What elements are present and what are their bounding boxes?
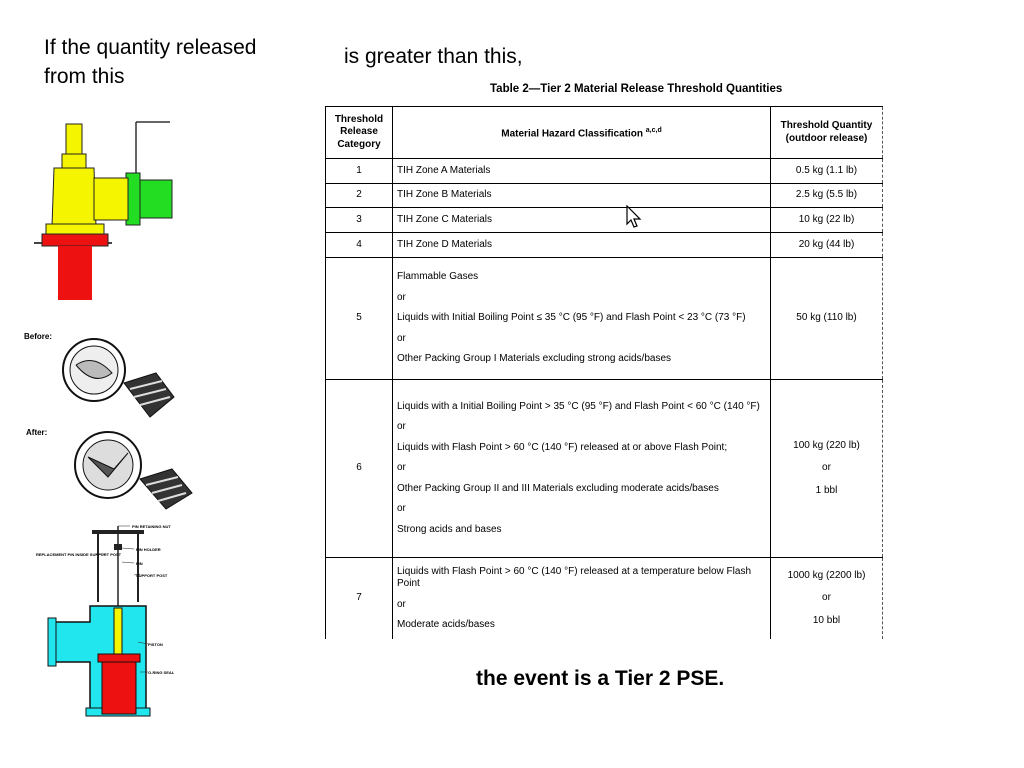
- quantity-line: 10 kg (22 lb): [798, 213, 855, 225]
- material-line: or: [397, 598, 406, 610]
- cell-category: 5: [326, 258, 393, 379]
- callout-replacement-pin: REPLACEMENT PIN INSIDE SUPPORT POST: [36, 552, 122, 557]
- material-line: Other Packing Group I Materials excluding strong acids/bases: [397, 353, 672, 365]
- table-row: [326, 208, 883, 233]
- cell-material: [393, 379, 771, 558]
- material-line: Liquids with Flash Point > 60 °C (140 °F) released at a temperature below Flash Point: [397, 565, 752, 590]
- before-label: Before:: [24, 332, 53, 341]
- callout-pin-retaining-nut: PIN RETAINING NUT: [132, 524, 171, 529]
- material-line: or: [397, 503, 406, 515]
- quantity-line: 0.5 kg (1.1 lb): [795, 164, 858, 176]
- cell-material: [393, 558, 771, 639]
- quantity-line: 1 bbl: [815, 484, 838, 496]
- mouse-cursor-icon: [626, 205, 642, 229]
- table-row: [326, 184, 883, 208]
- material-line: Liquids with Initial Boiling Point ≤ 35 °C (95 °F) and Flash Point < 23 °C (73 °F): [397, 312, 746, 324]
- table-row: [326, 159, 883, 184]
- cell-material: [393, 258, 771, 379]
- material-line: or: [397, 421, 406, 433]
- header-material: [393, 107, 771, 159]
- after-label: After:: [26, 428, 48, 437]
- callout-pin-holder: PIN HOLDER: [136, 547, 161, 552]
- material-line: TIH Zone D Materials: [397, 239, 493, 250]
- cell-quantity: [771, 233, 883, 258]
- quantity-line: 1000 kg (2200 lb): [787, 569, 866, 581]
- rupture-disk-figure: [24, 325, 204, 510]
- quantity-line: 10 bbl: [812, 614, 841, 626]
- conclusion-text: the event is a Tier 2 PSE.: [476, 667, 725, 690]
- cell-material: [393, 208, 771, 233]
- threshold-text: is greater than this,: [344, 45, 523, 68]
- callout-piston: PISTON: [148, 642, 163, 647]
- quantity-line: or: [822, 462, 831, 474]
- material-line: or: [397, 462, 406, 474]
- table-body: [326, 159, 883, 640]
- material-line: Strong acids and bases: [397, 523, 502, 535]
- material-line: Other Packing Group II and III Materials excluding moderate acids/bases: [397, 482, 719, 494]
- material-line: TIH Zone A Materials: [397, 164, 491, 176]
- material-line: Moderate acids/bases: [397, 619, 495, 631]
- quantity-line: 2.5 kg (5.5 lb): [795, 189, 858, 201]
- cell-quantity: [771, 558, 883, 639]
- cell-category: 3: [326, 208, 393, 233]
- callout-support-post: SUPPORT POST: [136, 573, 168, 578]
- header-material-sup: a,c,d: [645, 126, 662, 134]
- cell-category: 1: [326, 159, 393, 184]
- cell-quantity: [771, 159, 883, 184]
- table-row: [326, 379, 883, 558]
- cell-category: 6: [326, 379, 393, 558]
- material-line: Liquids with a Initial Boiling Point > 35 °C (95 °F) and Flash Point < 60 °C (140 °F): [397, 400, 760, 412]
- cell-material: [393, 184, 771, 208]
- callout-o-ring-seal: O-RING SEAL: [148, 670, 175, 675]
- material-line: TIH Zone B Materials: [397, 189, 492, 201]
- callout-pin: PIN: [136, 561, 143, 566]
- material-line: or: [397, 332, 406, 344]
- header-category: Threshold Release Category: [326, 107, 393, 159]
- header-quantity: Threshold Quantity (outdoor release): [771, 107, 883, 159]
- cell-quantity: [771, 184, 883, 208]
- quantity-line: 50 kg (110 lb): [796, 312, 857, 324]
- material-line: or: [397, 291, 406, 303]
- intro-text: If the quantity released from this: [44, 36, 257, 88]
- quantity-line: 100 kg (220 lb): [793, 439, 860, 451]
- cell-material: [393, 233, 771, 258]
- table-row: [326, 233, 883, 258]
- cell-material: [393, 159, 771, 184]
- material-line: TIH Zone C Materials: [397, 213, 493, 225]
- material-line: Flammable Gases: [397, 271, 479, 283]
- cell-quantity: [771, 208, 883, 233]
- table-row: [326, 558, 883, 639]
- quantity-line: or: [822, 592, 831, 604]
- quantity-line: 20 kg (44 lb): [798, 239, 855, 250]
- pin-valve-cutaway: [34, 522, 204, 722]
- cell-category: 2: [326, 184, 393, 208]
- cell-category: 7: [326, 558, 393, 639]
- header-material-text: Material Hazard Classification: [501, 127, 643, 139]
- cell-category: 4: [326, 233, 393, 258]
- table-title: Table 2—Tier 2 Material Release Threshold Quantities: [490, 83, 783, 95]
- cell-quantity: [771, 258, 883, 379]
- table-row: [326, 258, 883, 379]
- material-line: Liquids with Flash Point > 60 °C (140 °F) released at or above Flash Point;: [397, 441, 728, 453]
- relief-valve-illustration: [34, 118, 174, 300]
- cell-quantity: [771, 379, 883, 558]
- threshold-table: [325, 106, 883, 639]
